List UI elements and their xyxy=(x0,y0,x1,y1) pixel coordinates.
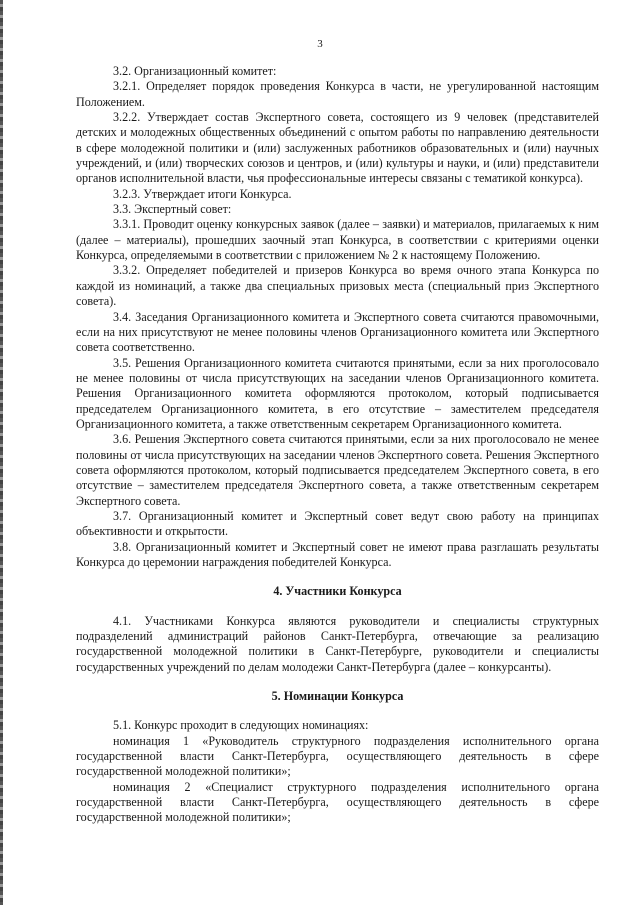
paragraph-3-2-2: 3.2.2. Утверждает состав Экспертного совета, состоящего из 9 человек (представителей детских и молодежных общественных объединений с опытом работы по направлению деятельности в сфере молодежной политики и (или) заслуженных работников образовательных и (или) научных учреждений, и (или) творческих союзов и центров, и (или) культуры и науки, и (или) представители органов исполнительной власти, чья профессиональные интересы связаны с тематикой конкурса). xyxy=(76,110,599,186)
document-body xyxy=(76,64,599,826)
paragraph-4-1: 4.1. Участниками Конкурса являются руководители и специалисты структурных подразделений администраций районов Санкт-Петербурга, отвечающие за реализацию государственной молодежной политики в Санкт-Петербурге, руководители и специалисты государственных учреждений по делам молодежи Санкт-Петербурга (далее – конкурсанты). xyxy=(76,613,599,674)
section-5-heading: 5. Номинации Конкурса xyxy=(271,689,404,704)
nomination-1: номинация 1 «Руководитель структурного подразделения исполнительного органа государственной власти Санкт-Петербурга, осуществляющего деятельность в сфере государственной молодежной политики»; xyxy=(76,733,599,779)
paragraph-3-6: 3.6. Решения Экспертного совета считаются принятыми, если за них проголосовало не менее половины от числа присутствующих на заседании членов Экспертного совета. Решения Экспертного совета оформляются протоколом, который подписывается председателем Экспертного совета, в его отсутствие – заместителем председателя Экспертного совета, а также ответственным секретарем Экспертного совета. xyxy=(76,432,599,508)
section-4-heading: 4. Участники Конкурса xyxy=(273,584,402,599)
paragraph-3-2-1: 3.2.1. Определяет порядок проведения Конкурса в части, не урегулированной настоящим Положением. xyxy=(76,79,599,109)
paragraph-5-1: 5.1. Конкурс проходит в следующих номинациях: xyxy=(113,718,369,733)
paragraph-3-7: 3.7. Организационный комитет и Экспертный совет ведут свою работу на принципах объективности и открытости. xyxy=(76,508,599,539)
paragraph-3-3-2: 3.3.2. Определяет победителей и призеров Конкурса во время очного этапа Конкурса по каждой из номинаций, а также два специальных призовых места (специальный приз Экспертного совета). xyxy=(76,263,599,309)
nomination-2: номинация 2 «Специалист структурного подразделения исполнительного органа государственной власти Санкт-Петербурга, осуществляющего деятельность в сфере государственной молодежной политики»; xyxy=(76,779,599,825)
scan-edge xyxy=(0,0,3,905)
page-number: 3 xyxy=(317,38,323,50)
paragraph-3-2: 3.2. Организационный комитет: xyxy=(113,64,277,78)
paragraph-3-2-3: 3.2.3. Утверждает итоги Конкурса. xyxy=(113,186,292,201)
paragraph-3-4: 3.4. Заседания Организационного комитета и Экспертного совета считаются правомочными, если на них присутствуют не менее половины членов Организационного комитета или Экспертного совета соответственно. xyxy=(76,309,599,355)
paragraph-3-5: 3.5. Решения Организационного комитета считаются принятыми, если за них проголосовало не менее половины от числа присутствующих на заседании членов Организационного комитета. Решения Организационного комитета оформляются протоколом, который подписывается председателем Организационного комитета, в его отсутствие – заместителем председателя Организационного комитета, а также ответственным секретарем Организационного комитета. xyxy=(76,355,599,431)
paragraph-3-3: 3.3. Экспертный совет: xyxy=(113,202,232,217)
paragraph-3-3-1: 3.3.1. Проводит оценку конкурсных заявок (далее – заявки) и материалов, прилагаемых к ним (далее – материалы), прошедших заочный этап Конкурса, в соответствии с критериями оценки Конкурса, определяемыми в соответствии с приложением № 2 к настоящему Положению. xyxy=(76,217,599,263)
paragraph-3-8: 3.8. Организационный комитет и Экспертный совет не имеют права разглашать результаты Конкурса до церемонии награждения победителей Конкурса. xyxy=(76,539,599,569)
